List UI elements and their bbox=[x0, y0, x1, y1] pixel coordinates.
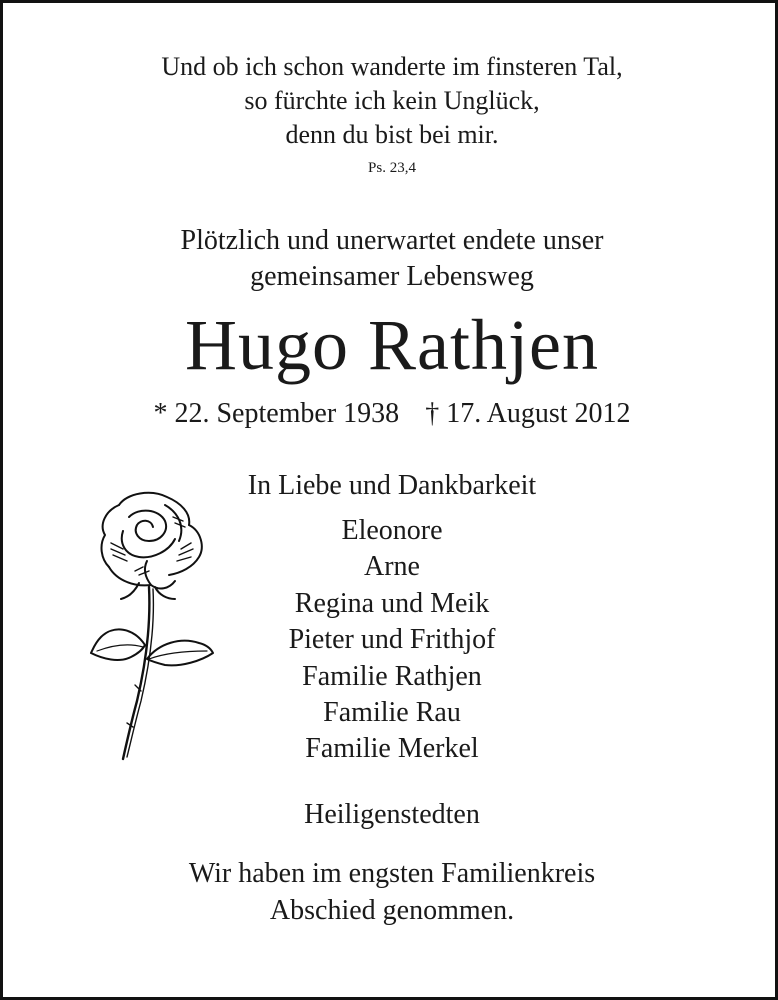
death-date: † 17. August 2012 bbox=[425, 398, 631, 429]
birth-date: * 22. September 1938 bbox=[153, 398, 400, 429]
place-name: Heiligenstedten bbox=[304, 799, 480, 830]
mourner-name: Regina und Meik bbox=[294, 588, 490, 619]
rose-petal bbox=[122, 531, 175, 557]
mourner-name: Familie Rau bbox=[323, 697, 461, 728]
verse-line-2: so fürchte ich kein Unglück, bbox=[244, 86, 540, 115]
rose-petal bbox=[165, 505, 181, 541]
rose-petal bbox=[102, 505, 119, 567]
rose-leaf bbox=[91, 629, 145, 660]
rose-icon bbox=[89, 487, 217, 765]
rose-stem bbox=[123, 587, 149, 759]
rose-petal bbox=[109, 567, 175, 588]
rose-petal bbox=[169, 525, 202, 575]
verse-line-1: Und ob ich schon wanderte im finsteren Tal, bbox=[161, 52, 623, 81]
rose-leaf bbox=[147, 641, 213, 666]
deceased-name: Hugo Rathjen bbox=[185, 305, 599, 385]
rose-leaf-vein bbox=[97, 645, 143, 651]
mourner-name: Eleonore bbox=[341, 515, 443, 546]
intro-line-1: Plötzlich und unerwartet endete unser bbox=[180, 225, 604, 256]
life-dates bbox=[3, 398, 778, 430]
closing-line-2: Abschied genommen. bbox=[269, 895, 515, 926]
mourners-heading: In Liebe und Dankbarkeit bbox=[247, 470, 537, 501]
mourner-name: Familie Merkel bbox=[305, 733, 479, 764]
mourner-name: Familie Rathjen bbox=[302, 661, 482, 692]
verse-source: Ps. 23,4 bbox=[368, 160, 416, 176]
closing-line-1: Wir haben im engsten Familienkreis bbox=[188, 858, 596, 889]
mourner-name: Arne bbox=[364, 551, 420, 582]
verse-line-3: denn du bist bei mir. bbox=[285, 120, 499, 149]
mourner-name: Pieter und Frithjof bbox=[288, 624, 496, 655]
rose-swirl bbox=[129, 511, 166, 541]
rose-leaf-vein bbox=[149, 651, 207, 659]
intro-line-2: gemeinsamer Lebensweg bbox=[250, 261, 534, 292]
